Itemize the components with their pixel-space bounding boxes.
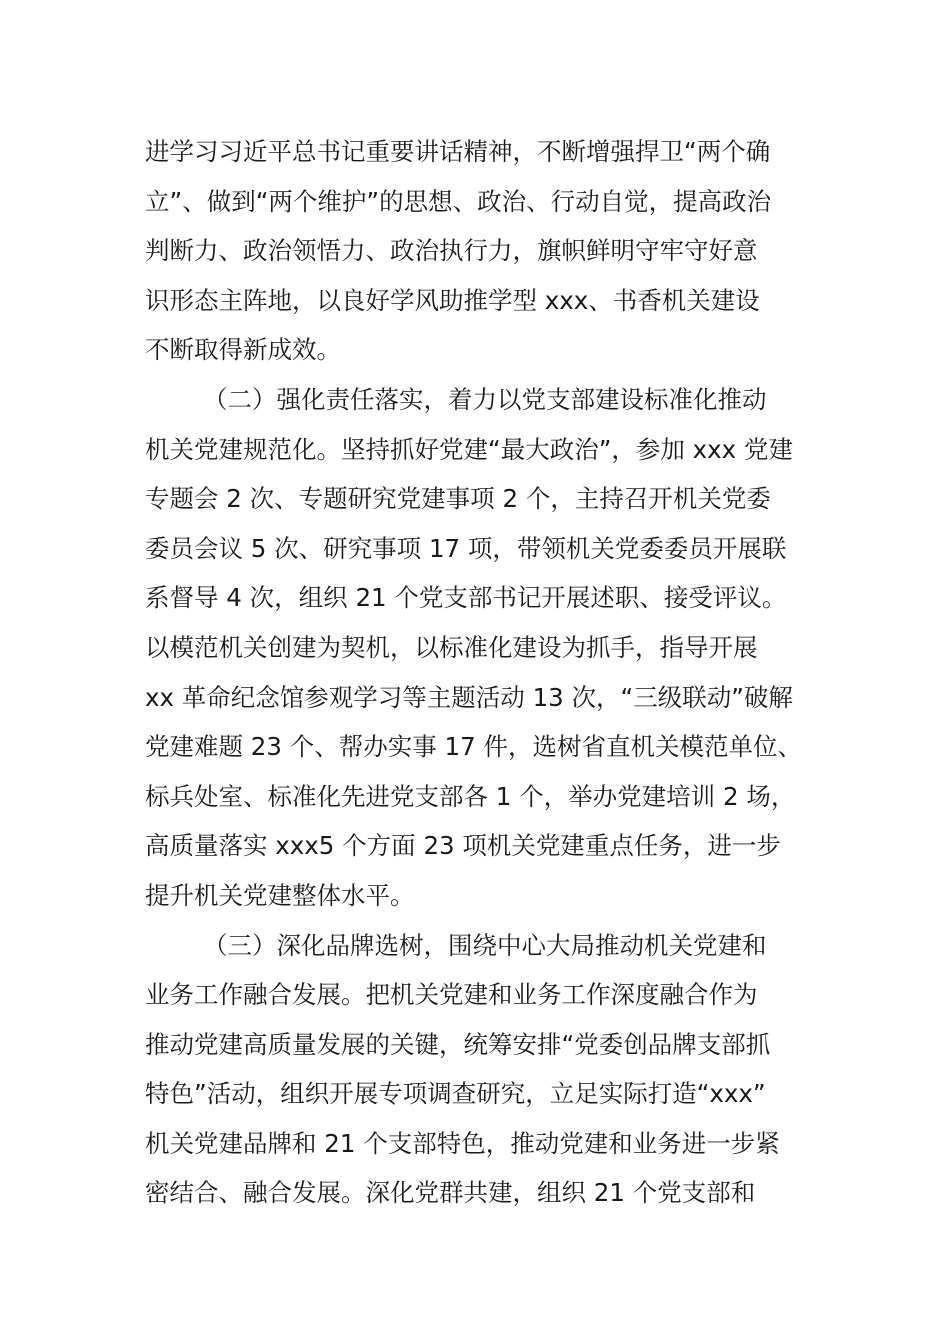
text-line: 判断力、政治领悟力、政治执行力，旗帜鲜明守牢守好意 bbox=[145, 236, 758, 266]
text-line: 不断取得新成效。 bbox=[145, 335, 341, 365]
text-line: 机关党建规范化。坚持抓好党建“最大政治”，参加 xxx 党建 bbox=[145, 434, 793, 464]
text-line: 标兵处室、标准化先进党支部各 1 个，举办党建培训 2 场， bbox=[145, 781, 796, 811]
text-line: 密结合、融合发展。深化党群共建，组织 21 个党支部和 bbox=[145, 1178, 756, 1208]
text-line: 高质量落实 xxx5 个方面 23 项机关党建重点任务，进一步 bbox=[145, 831, 781, 861]
text-line: 党建难题 23 个、帮办实事 17 件，选树省直机关模范单位、 bbox=[145, 732, 802, 762]
body-text bbox=[145, 127, 835, 1218]
text-line: 特色”活动，组织开展专项调查研究，立足实际打造“xxx” bbox=[145, 1079, 766, 1109]
text-line: xx 革命纪念馆参观学习等主题活动 13 次，“三级联动”破解 bbox=[145, 682, 793, 712]
text-line: 专题会 2 次、专题研究党建事项 2 个，主持召开机关党委 bbox=[145, 484, 771, 514]
text-line: 推动党建高质量发展的关键，统筹安排“党委创品牌支部抓 bbox=[145, 1029, 771, 1059]
text-line: 提升机关党建整体水平。 bbox=[145, 880, 415, 910]
section-heading-line: （三）深化品牌选树，围绕中心大局推动机关党建和 bbox=[203, 930, 767, 960]
text-line: 立”、做到“两个维护”的思想、政治、行动自觉，提高政治 bbox=[145, 186, 772, 216]
text-line: 委员会议 5 次、研究事项 17 项，带领机关党委委员开展联 bbox=[145, 533, 787, 563]
text-line: 以模范机关创建为契机，以标准化建设为抓手，指导开展 bbox=[145, 632, 758, 662]
text-line: 系督导 4 次，组织 21 个党支部书记开展述职、接受评议。 bbox=[145, 583, 787, 613]
text-line: 识形态主阵地，以良好学风助推学型 xxx、书香机关建设 bbox=[145, 285, 760, 315]
text-line: 业务工作融合发展。把机关党建和业务工作深度融合作为 bbox=[145, 980, 758, 1010]
text-line: 进学习习近平总书记重要讲话精神，不断增强捍卫“两个确 bbox=[145, 137, 771, 166]
text-line: 机关党建品牌和 21 个支部特色，推动党建和业务进一步紧 bbox=[145, 1128, 780, 1158]
section-heading-line: （二）强化责任落实，着力以党支部建设标准化推动 bbox=[203, 384, 767, 414]
